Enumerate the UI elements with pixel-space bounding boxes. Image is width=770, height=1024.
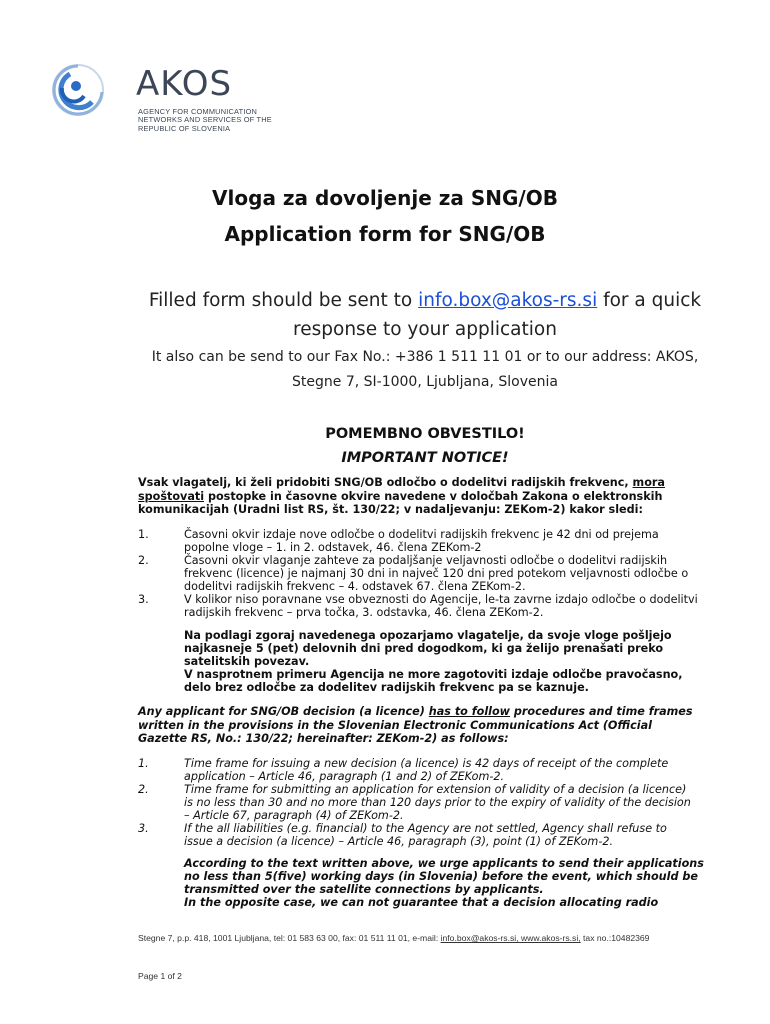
list-text: Časovni okvir izdaje nove odločbe o dodelitvi radijskih frekvenc je 42 dni od prejema popolne vloge – 1. in 2. odstavek, 46. člena ZEKom-2 xyxy=(184,528,659,554)
title-slovenian: Vloga za dovoljenje za SNG/OB xyxy=(212,186,558,210)
send-instruction xyxy=(0,290,770,311)
slovenian-list xyxy=(138,528,698,619)
list-item xyxy=(138,528,698,554)
email-link[interactable]: info.box@akos-rs.si xyxy=(418,290,598,311)
list-number: 2. xyxy=(138,554,149,567)
slovenian-intro-part2: postopke in časovne okvire navedene v določbah Zakona o elektronskih komunikacijah (Uradni list RS, št. 130/22; v nadaljevanju: ZEKom-2) kakor sledi: xyxy=(138,489,663,516)
list-text: Časovni okvir vlaganje zahteve za podaljšanje veljavnosti odločbe o dodelitvi radijskih frekvenc (licence) je najmanj 30 dni in največ 120 dni pred potekom veljavnosti odločbe o dodelitvi radijskih frekvenc – 4. odstavek 67. člena ZEKom-2. xyxy=(184,554,689,593)
akos-logo xyxy=(48,58,278,148)
send-suffix: for a quick xyxy=(597,290,702,311)
list-number: 1. xyxy=(138,757,149,770)
send-instruction-line2: response to your application xyxy=(293,319,557,340)
list-text: V kolikor niso poravnane vse obveznosti do Agencije, le-ta zavrne izdajo odločbe o dodelitvi radijskih frekvenc – prva točka, 3. odstavka, 46. člena ZEKom-2. xyxy=(184,593,698,619)
fax-line1: It also can be send to our Fax No.: +386 1 511 11 01 or to our address: AKOS, xyxy=(151,349,699,365)
english-warning-p1: According to the text written above, we urge applicants to send their applications no less than 5(five) working days (in Slovenia) before the event, which should be transmitted over the satellite connections by applicants. xyxy=(184,857,704,896)
list-item xyxy=(138,783,698,822)
list-item xyxy=(138,822,698,848)
list-number: 3. xyxy=(138,822,149,835)
slovenian-intro xyxy=(138,476,698,517)
slovenian-warning-p2: V nasprotnem primeru Agencija ne more zagotoviti izdaje odločbe pravočasno, delo brez odločbe za dodelitev radijskih frekvenc pa se kaznuje. xyxy=(184,668,683,694)
english-intro-underline: has to follow xyxy=(428,705,511,718)
footer-tax: tax no.:10482369 xyxy=(580,933,650,943)
page-footer xyxy=(138,933,649,943)
notice-slovenian: POMEMBNO OBVESTILO! xyxy=(325,426,525,442)
slovenian-warning xyxy=(184,629,704,694)
send-prefix: Filled form should be sent to xyxy=(148,290,419,311)
english-intro-part1: Any applicant for SNG/OB decision (a licence) xyxy=(138,705,429,718)
slovenian-intro-underline: mora spoštovati xyxy=(138,476,665,503)
footer-links[interactable]: info.box@akos-rs.si, www.akos-rs.si, xyxy=(440,933,581,943)
list-text: If the all liabilities (e.g. financial) to the Agency are not settled, Agency shall refuse to issue a decision (a licence) – Article 46, paragraph (3), point (1) of ZEKom-2. xyxy=(184,822,667,848)
page-number: Page 1 of 2 xyxy=(138,971,182,981)
slovenian-warning-p1: Na podlagi zgoraj navedenega opozarjamo vlagatelje, da svoje vloge pošljejo najkasneje 5 (pet) delovnih dni pred dogodkom, ki ga želijo prenašati preko satelitskih povezav. xyxy=(184,629,672,668)
list-number: 3. xyxy=(138,593,149,606)
list-number: 2. xyxy=(138,783,149,796)
english-list xyxy=(138,757,698,848)
title-english: Application form for SNG/OB xyxy=(224,222,546,246)
list-text: Time frame for submitting an application for extension of validity of a decision (a licence) is no less than 30 and no more than 120 days prior to the expiry of validity of the decision – Article 67, paragraph (4) of ZEKom-2. xyxy=(184,783,691,822)
slovenian-intro-part1: Vsak vlagatelj, ki želi pridobiti SNG/OB odločbo o dodelitvi radijskih frekvenc, xyxy=(138,476,633,489)
notice-english: IMPORTANT NOTICE! xyxy=(341,450,509,466)
list-number: 1. xyxy=(138,528,149,541)
logo-name: AKOS xyxy=(136,64,233,104)
fax-line2: Stegne 7, SI-1000, Ljubljana, Slovenia xyxy=(292,374,558,390)
footer-address: Stegne 7, p.p. 418, 1001 Ljubljana, tel: 01 583 63 00, fax: 01 511 11 01, e-mail: xyxy=(138,933,441,943)
english-warning xyxy=(184,857,704,909)
english-intro xyxy=(138,705,698,746)
akos-logo-icon xyxy=(48,58,138,148)
list-item xyxy=(138,593,698,619)
logo-subtitle: AGENCY FOR COMMUNICATION NETWORKS AND SERVICES OF THE REPUBLIC OF SLOVENIA xyxy=(138,107,272,133)
english-intro-part2: procedures and time frames written in the provisions in the Slovenian Electronic Communications Act (Official Gazette RS, No.: 130/22; hereinafter: ZEKom-2) as follows: xyxy=(138,705,693,745)
list-text: Time frame for issuing a new decision (a licence) is 42 days of receipt of the complete application – Article 46, paragraph (1 and 2) of ZEKom-2. xyxy=(184,757,669,783)
list-item xyxy=(138,757,698,783)
english-warning-p2: In the opposite case, we can not guarantee that a decision allocating radio xyxy=(184,896,659,909)
list-item xyxy=(138,554,698,593)
